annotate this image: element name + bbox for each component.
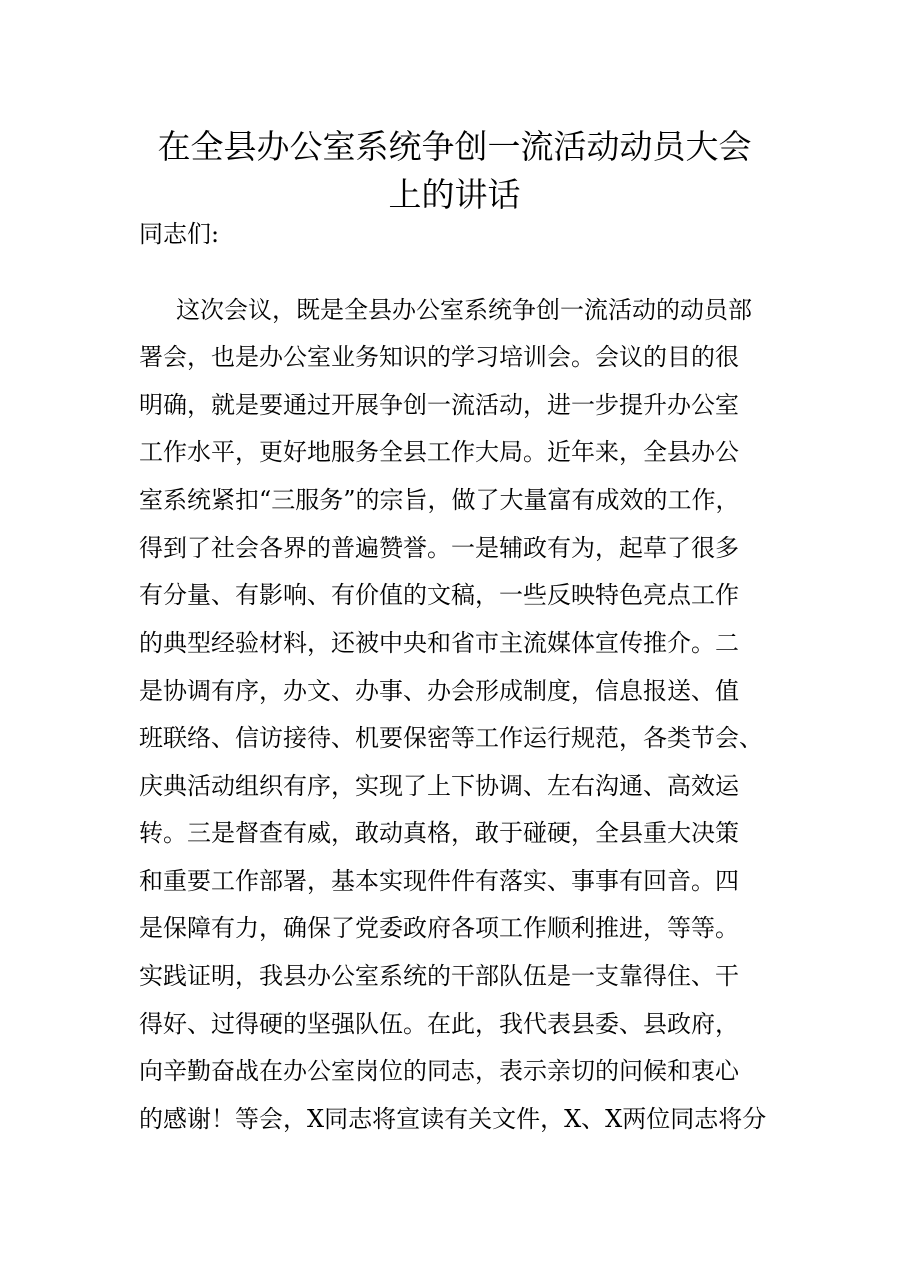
body-line: 向辛勤奋战在办公室岗位的同志，表示亲切的问候和衷心 bbox=[139, 1057, 739, 1085]
body-line: 这次会议，既是全县办公室系统争创一流活动的动员部 bbox=[176, 296, 752, 324]
body-line: 是保障有力，确保了党委政府各项工作顺利推进，等等。 bbox=[139, 914, 739, 942]
body-line: 转。三是督查有威，敢动真格，敢于碰硬，全县重大决策 bbox=[139, 819, 739, 847]
body-line: 的感谢！等会，X同志将宣读有关文件，X、X两位同志将分 bbox=[139, 1105, 767, 1133]
body-line: 的典型经验材料，还被中央和省市主流媒体宣传推介。二 bbox=[139, 629, 739, 657]
body-line: 庆典活动组织有序，实现了上下协调、左右沟通、高效运 bbox=[139, 772, 739, 800]
body-line: 班联络、信访接待、机要保密等工作运行规范，各类节会、 bbox=[139, 724, 763, 752]
body-line: 和重要工作部署，基本实现件件有落实、事事有回音。四 bbox=[139, 867, 739, 895]
document-title-line-2: 上的讲话 bbox=[388, 175, 521, 214]
body-line: 明确，就是要通过开展争创一流活动，进一步提升办公室 bbox=[139, 391, 739, 419]
document-title-line-1: 在全县办公室系统争创一流活动动员大会 bbox=[157, 127, 752, 166]
body-line: 室系统紧扣“三服务”的宗旨，做了大量富有成效的工作， bbox=[139, 486, 740, 514]
body-line: 署会，也是办公室业务知识的学习培训会。会议的目的很 bbox=[139, 343, 739, 371]
body-line: 工作水平，更好地服务全县工作大局。近年来，全县办公 bbox=[139, 438, 739, 466]
body-line: 有分量、有影响、有价值的文稿，一些反映特色亮点工作 bbox=[139, 581, 739, 609]
salutation: 同志们: bbox=[139, 220, 220, 248]
body-line: 得到了社会各界的普遍赞誉。一是辅政有为，起草了很多 bbox=[139, 534, 739, 562]
body-line: 得好、过得硬的坚强队伍。在此，我代表县委、县政府， bbox=[139, 1010, 739, 1038]
body-line: 是协调有序，办文、办事、办会形成制度，信息报送、值 bbox=[139, 677, 739, 705]
body-line: 实践证明，我县办公室系统的干部队伍是一支靠得住、干 bbox=[139, 962, 739, 990]
